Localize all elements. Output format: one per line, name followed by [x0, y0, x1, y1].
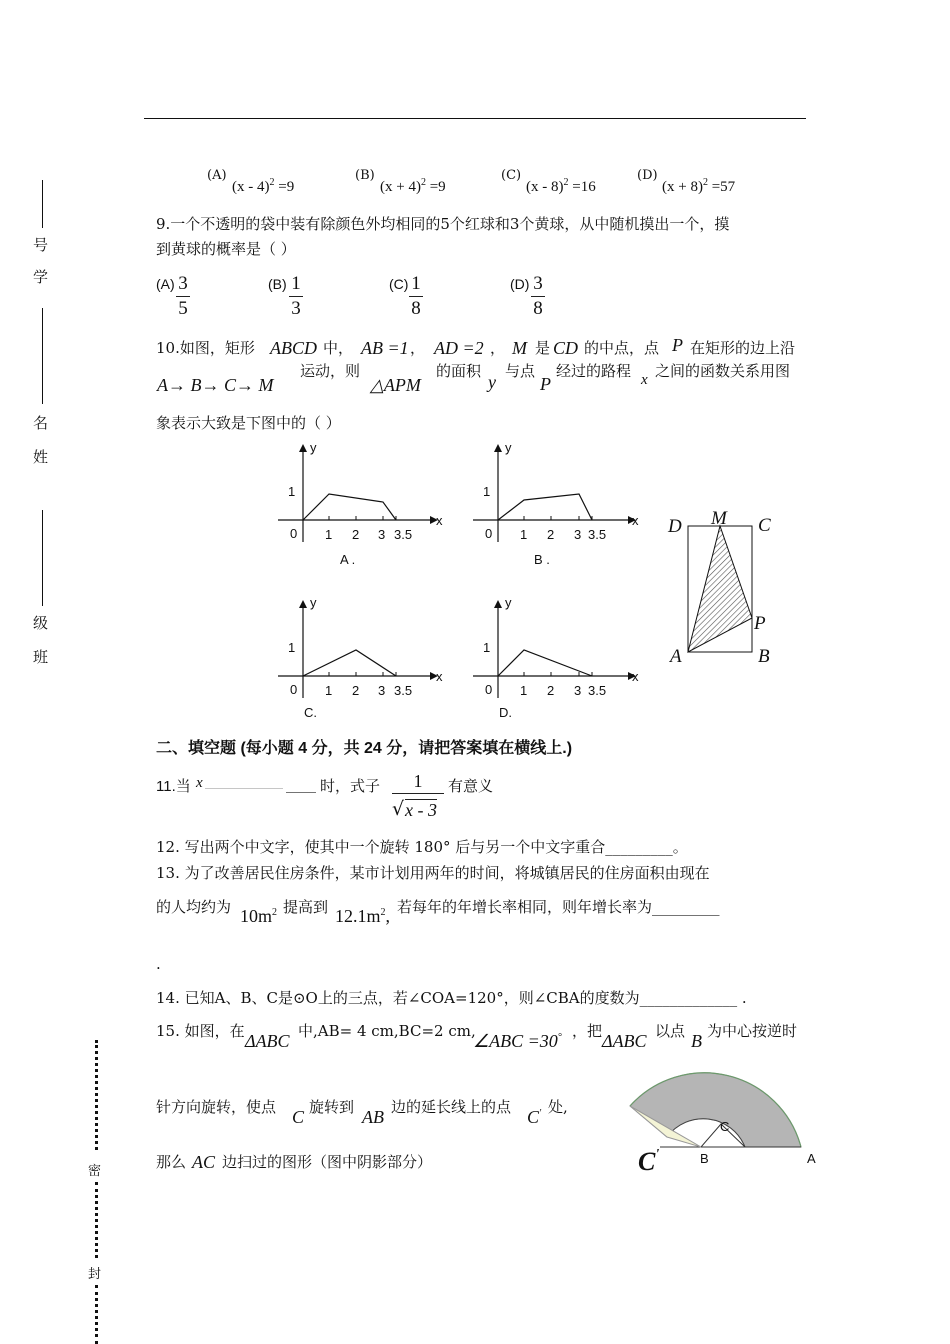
q11-x: x: [196, 775, 203, 791]
q15-p3: ，把: [572, 1022, 603, 1040]
q8-b-label: (B): [355, 168, 375, 183]
q10-ad: AD =2: [434, 338, 484, 358]
graph-c-x: x: [436, 669, 443, 684]
q12-text: 12. 写出两个中文字，使其中一个旋转 180° 后与另一个中文字重合_________。: [156, 838, 688, 856]
side-ji: 级: [33, 614, 49, 632]
q10-m: M: [512, 338, 527, 358]
graph-d: [473, 595, 639, 720]
graph-a-one: 1: [288, 484, 296, 499]
q11-num: 1: [413, 771, 423, 791]
q11-blank2: ____: [286, 775, 316, 793]
graph-a-zero: 0: [290, 526, 298, 541]
rect-a: A: [670, 646, 682, 667]
graph-c-t4: 3.5: [394, 683, 413, 698]
q13-dot: .: [156, 955, 161, 973]
q9-d-frac: 3 8: [531, 273, 545, 320]
q8-c-label: (C): [501, 168, 522, 183]
q8-c-expr: (x - 8)$^2$ =16: [526, 177, 596, 195]
graph-c-t3: 3: [378, 683, 386, 698]
side-line-xingming: [42, 308, 43, 404]
graph-a-t1: 1: [325, 527, 333, 542]
graph-c: [278, 595, 443, 720]
q10-tri: △APM: [370, 375, 421, 395]
graph-b-t3: 3: [574, 527, 582, 542]
graph-d-zero: 0: [485, 682, 493, 697]
graph-b-label: B .: [534, 552, 550, 567]
graph-a-label: A .: [340, 552, 356, 567]
q10-comma1: ，: [410, 339, 426, 357]
q10-x: x: [641, 372, 648, 388]
graph-b: [473, 440, 639, 567]
q15-cp: C': [527, 1107, 542, 1127]
rect-p: P: [754, 613, 766, 634]
q10-ppt: P: [540, 374, 551, 394]
graph-d-t3: 3: [574, 683, 582, 698]
rect-m: M: [711, 508, 727, 529]
seal-mi: 密: [88, 1164, 102, 1179]
graph-c-t1: 1: [325, 683, 333, 698]
side-xue: 号: [33, 236, 49, 254]
q15-p2: 中,AB= 4 cm,BC=2 cm,: [298, 1022, 476, 1040]
q8-a-label: (A): [207, 168, 227, 183]
q10-y: y: [488, 372, 496, 392]
q15-p1: 15. 如图，在: [156, 1022, 245, 1040]
top-rule: [144, 118, 806, 119]
graph-a-x: x: [436, 513, 443, 528]
graph-c-y: y: [310, 595, 317, 610]
q11-sqrt-sign: √: [392, 798, 405, 820]
q15-q4: 处,: [548, 1098, 568, 1116]
q10-p1: 10.如图，矩形: [156, 339, 255, 357]
q13-mid: 提高到: [283, 898, 329, 916]
q10-route: 经过的路程: [556, 362, 632, 380]
fig15-a: A: [807, 1151, 816, 1166]
q15-r2: 边扫过的图形（图中阴影部分）: [222, 1153, 433, 1171]
q9-b-label: (B): [268, 276, 287, 292]
graph-b-t2: 2: [547, 527, 555, 542]
graph-c-label: C.: [304, 705, 317, 720]
q13-v1: $10m^2$: [240, 906, 278, 926]
q14-text: 14. 已知A、B、C是⊙O上的三点，若∠COA=120°，则∠CBA的度数为_____________ .: [156, 989, 747, 1007]
q9-d-label: (D): [510, 276, 530, 292]
q9-c-frac: 1 8: [409, 273, 423, 320]
q15-angle: ∠ABC =30°: [473, 1031, 562, 1051]
q15-c: C: [292, 1107, 305, 1127]
side-line-xuehao: [42, 180, 43, 228]
q10-p3: 是: [535, 339, 551, 357]
q10-move: 运动，则: [300, 362, 361, 380]
rect-c: C: [758, 515, 771, 536]
graph-a: [278, 440, 443, 567]
graph-d-x: x: [632, 669, 639, 684]
seal-feng: 封: [88, 1267, 102, 1282]
q9-line2: 到黄球的概率是（ ）: [156, 240, 296, 258]
q9-a-label: (A): [156, 276, 175, 292]
q10-p2: 中，: [323, 339, 354, 357]
q11-mid: 时，式子: [320, 777, 381, 795]
graph-d-label: D.: [499, 705, 512, 720]
rectangle-figure: [667, 508, 771, 667]
graph-a-y: y: [310, 440, 317, 455]
q10-path: A→ B→ C→ M: [157, 375, 274, 395]
q10-p: P: [672, 335, 683, 355]
q10-abcd: ABCD: [270, 338, 317, 358]
q9-c-label: (C): [389, 276, 409, 292]
graph-c-zero: 0: [290, 682, 298, 697]
q8-d-label: (D): [637, 168, 658, 183]
q10-line3: 象表示大致是下图中的（ ）: [156, 414, 341, 432]
dotted-seal-line: [95, 1040, 98, 1150]
side-line-banji: [42, 510, 43, 606]
q8-d-expr: $(x + 8)^2 =57$: [662, 177, 736, 195]
graph-a-t2: 2: [352, 527, 360, 542]
side-xing: 姓: [33, 448, 49, 466]
q15-p5: 为中心按逆时: [707, 1022, 798, 1040]
q9-a-frac: 3 5: [176, 273, 190, 320]
q15-b: B: [691, 1031, 702, 1051]
graph-b-t4: 3.5: [588, 527, 607, 542]
graph-b-y: y: [505, 440, 512, 455]
q13-v2: $12.1m^2$,: [335, 906, 391, 926]
q11-fraction: [392, 771, 444, 794]
q15-abc1: ΔABC: [245, 1031, 290, 1051]
rect-b: B: [758, 646, 770, 667]
q11-bar: [392, 793, 444, 794]
q13-pre: 的人均约为: [156, 898, 232, 916]
graph-d-y: y: [505, 595, 512, 610]
q9-b-frac: 1 3: [289, 273, 303, 320]
q10-ab: AB =1: [361, 338, 409, 358]
q10-rel: 之间的函数关系用图: [655, 362, 791, 380]
q15-abc2: ΔABC: [602, 1031, 647, 1051]
q15-ab: AB: [362, 1107, 384, 1127]
graph-d-t1: 1: [520, 683, 528, 698]
graph-b-x: x: [632, 513, 639, 528]
q13-post: 若每年的年增长率相同，则年增长率为_________: [397, 898, 720, 916]
q13-line1: 13. 为了改善居民住房条件，某市计划用两年的时间，将城镇居民的住房面积由现在: [156, 864, 710, 882]
q10-p5: 在矩形的边上沿: [690, 339, 796, 357]
graph-c-t2: 2: [352, 683, 360, 698]
q11-blank: _____________: [205, 775, 283, 789]
q15-q3: 边的延长线上的点: [391, 1098, 512, 1116]
q8-a-expr: (x - 4)$^2$ =9: [232, 177, 295, 195]
q15-q1: 针方向旋转，使点: [156, 1098, 277, 1116]
q10-area: 的面积: [436, 362, 482, 380]
q10-p4: 的中点，点: [584, 339, 660, 357]
q15-figure: [620, 1062, 830, 1177]
graph-b-one: 1: [483, 484, 491, 499]
q11-post: 有意义: [448, 777, 494, 795]
rect-d: D: [668, 516, 682, 537]
q15-p4: 以点: [655, 1022, 686, 1040]
q11-den: x - 3: [405, 800, 437, 820]
q10-cd: CD: [553, 338, 579, 358]
q10-comma2: ，: [490, 339, 506, 357]
graph-c-one: 1: [288, 640, 296, 655]
graph-b-t1: 1: [520, 527, 528, 542]
side-ban: 班: [33, 648, 49, 666]
side-hao: 学: [33, 268, 49, 286]
q15-ac: AC: [192, 1152, 216, 1172]
dotted-seal-line-2: [95, 1182, 98, 1258]
q10-with: 与点: [505, 362, 536, 380]
q8-b-expr: $(x + 4)^2 =9$: [380, 177, 446, 195]
q15-q2: 旋转到: [309, 1098, 355, 1116]
dotted-seal-line-3: [95, 1285, 98, 1344]
q11-pre: 11.当: [156, 778, 191, 795]
fig15-b: B: [700, 1151, 709, 1166]
q15-r1: 那么: [156, 1153, 187, 1171]
graph-b-zero: 0: [485, 526, 493, 541]
graph-d-one: 1: [483, 640, 491, 655]
graph-d-t4: 3.5: [588, 683, 607, 698]
graph-a-t3: 3: [378, 527, 386, 542]
section2-title: 二、填空题 (每小题 4 分，共 24 分，请把答案填在横线上.): [156, 740, 573, 757]
fig15-cp: C': [638, 1147, 660, 1176]
fig15-c: C: [720, 1119, 730, 1134]
side-ming: 名: [33, 414, 49, 432]
graph-a-t4: 3.5: [394, 527, 413, 542]
graph-d-t2: 2: [547, 683, 555, 698]
q10-graphs: [270, 432, 810, 732]
q9-line1: 9.一个不透明的袋中装有除颜色外均相同的5个红球和3个黄球，从中随机摸出一个，摸: [156, 215, 730, 233]
